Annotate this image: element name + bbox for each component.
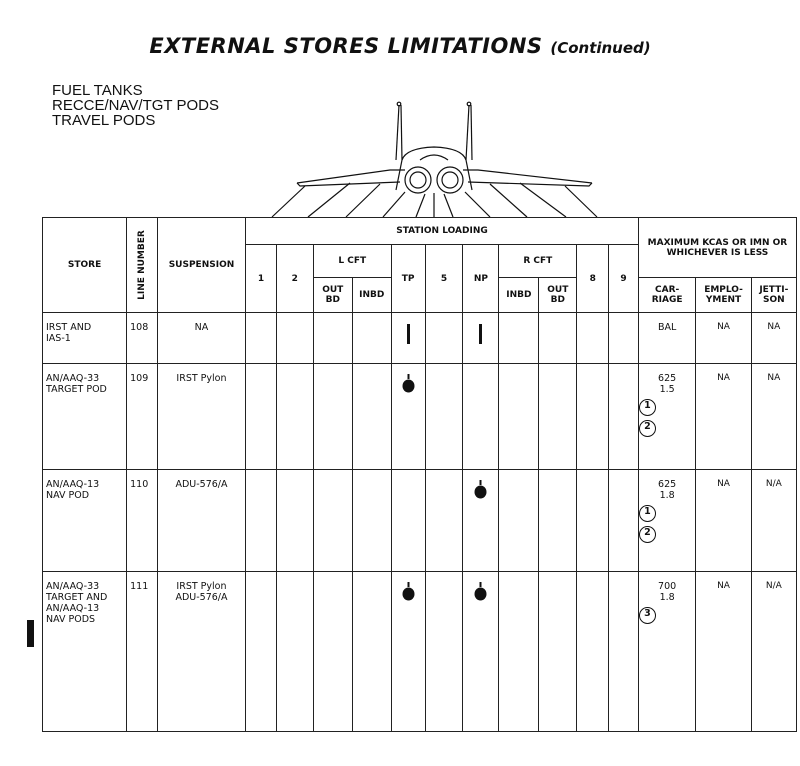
station-cell-s9 [609, 364, 639, 470]
station-cell-s5 [425, 313, 463, 364]
station-cell-s2 [276, 470, 313, 572]
store-name-line: IRST AND [46, 322, 92, 333]
store-name-line: IAS-1 [46, 333, 71, 344]
station-loaded-bar-icon [479, 324, 482, 344]
store-name-line: AN/AAQ-13 [46, 603, 100, 614]
station-cell-s1 [246, 470, 277, 572]
employment-cell: NA [696, 572, 751, 732]
note-ref-icon: 1 [639, 399, 695, 416]
station-cell-s5 [425, 572, 463, 732]
table-row [43, 313, 797, 364]
change-bar [27, 620, 34, 647]
category-fuel-tanks: FUEL TANKS [52, 82, 143, 99]
suspension-cell [157, 313, 245, 364]
carriage-cell [638, 364, 695, 470]
station-cell-lcft-inbd [352, 572, 391, 732]
header-lcft-outbd: OUT BD [313, 278, 352, 313]
station-cell-s8 [577, 364, 609, 470]
station-cell-lcft-out [313, 470, 352, 572]
station-cell-s1 [246, 572, 277, 732]
station-cell-rcft-inbd [499, 364, 539, 470]
station-cell-lcft-inbd [352, 313, 391, 364]
store-cell [43, 572, 127, 732]
station-cell-np [463, 313, 499, 364]
line-number-cell: 108 [127, 313, 158, 364]
station-cell-s9 [609, 572, 639, 732]
station-cell-s1 [246, 313, 277, 364]
header-station-2: 2 [276, 245, 313, 313]
station-cell-rcft-inbd [499, 313, 539, 364]
station-cell-tp [391, 470, 425, 572]
table-row [43, 572, 797, 732]
employment-cell: NA [696, 313, 751, 364]
carriage-value: BAL [657, 322, 677, 333]
station-cell-rcft-out [539, 470, 577, 572]
title-main: EXTERNAL STORES LIMITATIONS [149, 34, 543, 58]
aircraft-front-view-diagram [0, 95, 800, 220]
store-cell [43, 313, 127, 364]
station-cell-lcft-inbd [352, 364, 391, 470]
header-station-8: 8 [577, 245, 609, 313]
store-drop-icon [474, 582, 487, 604]
station-cell-s5 [425, 364, 463, 470]
carriage-cell [638, 572, 695, 732]
note-ref-icon: 2 [639, 526, 695, 543]
station-cell-rcft-inbd [499, 470, 539, 572]
suspension-cell [157, 572, 245, 732]
jettison-cell: N/A [751, 470, 796, 572]
station-cell-s8 [577, 572, 609, 732]
store-name-line: AN/AAQ-33 [46, 373, 100, 384]
header-employment: EMPLO- YMENT [696, 278, 751, 313]
suspension-cell [157, 470, 245, 572]
header-tp: TP [391, 245, 425, 313]
station-cell-lcft-inbd [352, 470, 391, 572]
line-number-cell: 109 [127, 364, 158, 470]
note-ref-icon: 2 [639, 420, 695, 437]
store-name-line: TARGET POD [46, 384, 107, 395]
carriage-cell [638, 470, 695, 572]
header-suspension: SUSPENSION [157, 218, 245, 313]
header-lcft: L CFT [313, 245, 391, 278]
employment-cell: NA [696, 364, 751, 470]
station-cell-rcft-out [539, 572, 577, 732]
header-rcft-inbd: INBD [499, 278, 539, 313]
station-cell-lcft-out [313, 364, 352, 470]
category-travel-pods: TRAVEL PODS [52, 112, 156, 129]
header-rcft-outbd: OUT BD [539, 278, 577, 313]
store-name-line: NAV PODS [46, 614, 96, 625]
jettison-cell: N/A [751, 572, 796, 732]
store-name-line: TARGET AND [46, 592, 108, 603]
suspension-line: ADU-576/A [175, 479, 228, 490]
store-name-line: AN/AAQ-13 [46, 479, 100, 490]
header-lcft-inbd: INBD [352, 278, 391, 313]
header-carriage: CAR- RIAGE [638, 278, 695, 313]
header-rcft: R CFT [499, 245, 577, 278]
station-cell-s8 [577, 470, 609, 572]
station-loaded-bar-icon [407, 324, 410, 344]
station-cell-s2 [276, 572, 313, 732]
station-cell-s9 [609, 313, 639, 364]
stores-limitations-table [42, 217, 797, 732]
station-cell-tp [391, 572, 425, 732]
suspension-line: NA [194, 322, 209, 333]
station-cell-s1 [246, 364, 277, 470]
suspension-cell [157, 364, 245, 470]
station-cell-s2 [276, 364, 313, 470]
station-cell-rcft-out [539, 364, 577, 470]
store-name-line: NAV POD [46, 490, 90, 501]
store-drop-icon [402, 582, 415, 604]
title-sub: (Continued) [550, 39, 651, 57]
employment-cell: NA [696, 470, 751, 572]
store-cell [43, 364, 127, 470]
station-cell-np [463, 470, 499, 572]
page-title [0, 34, 800, 58]
carriage-value: 625 [658, 479, 677, 490]
station-cell-s5 [425, 470, 463, 572]
carriage-value: 1.8 [659, 490, 675, 501]
store-drop-icon [474, 480, 487, 502]
store-cell [43, 470, 127, 572]
header-station-9: 9 [609, 245, 639, 313]
table-row [43, 470, 797, 572]
header-line-number: LINE NUMBER [127, 218, 158, 313]
station-cell-lcft-out [313, 572, 352, 732]
station-cell-s8 [577, 313, 609, 364]
jettison-cell: NA [751, 364, 796, 470]
station-cell-lcft-out [313, 313, 352, 364]
header-maximum: MAXIMUM KCAS OR IMN OR WHICHEVER IS LESS [638, 218, 796, 278]
station-cell-rcft-inbd [499, 572, 539, 732]
jettison-cell: NA [751, 313, 796, 364]
line-number-cell: 111 [127, 572, 158, 732]
header-station-5: 5 [425, 245, 463, 313]
table-row [43, 364, 797, 470]
station-cell-tp [391, 364, 425, 470]
line-number-cell: 110 [127, 470, 158, 572]
header-store: STORE [43, 218, 127, 313]
carriage-value: 625 [658, 373, 677, 384]
station-cell-tp [391, 313, 425, 364]
suspension-line: IRST Pylon [176, 581, 227, 592]
carriage-value: 1.8 [659, 592, 675, 603]
category-pods: RECCE/NAV/TGT PODS [52, 97, 219, 114]
station-cell-np [463, 364, 499, 470]
note-ref-icon: 1 [639, 505, 695, 522]
store-name-line: AN/AAQ-33 [46, 581, 100, 592]
note-ref-icon: 3 [639, 607, 695, 624]
station-cell-s9 [609, 470, 639, 572]
suspension-line: ADU-576/A [175, 592, 228, 603]
suspension-line: IRST Pylon [176, 373, 227, 384]
header-np: NP [463, 245, 499, 313]
station-cell-np [463, 572, 499, 732]
carriage-value: 700 [658, 581, 677, 592]
station-cell-s2 [276, 313, 313, 364]
header-station-1: 1 [246, 245, 277, 313]
carriage-cell [638, 313, 695, 364]
header-station-loading: STATION LOADING [246, 218, 639, 245]
carriage-value: 1.5 [659, 384, 675, 395]
store-drop-icon [402, 374, 415, 396]
station-cell-rcft-out [539, 313, 577, 364]
header-jettison: JETTI- SON [751, 278, 796, 313]
